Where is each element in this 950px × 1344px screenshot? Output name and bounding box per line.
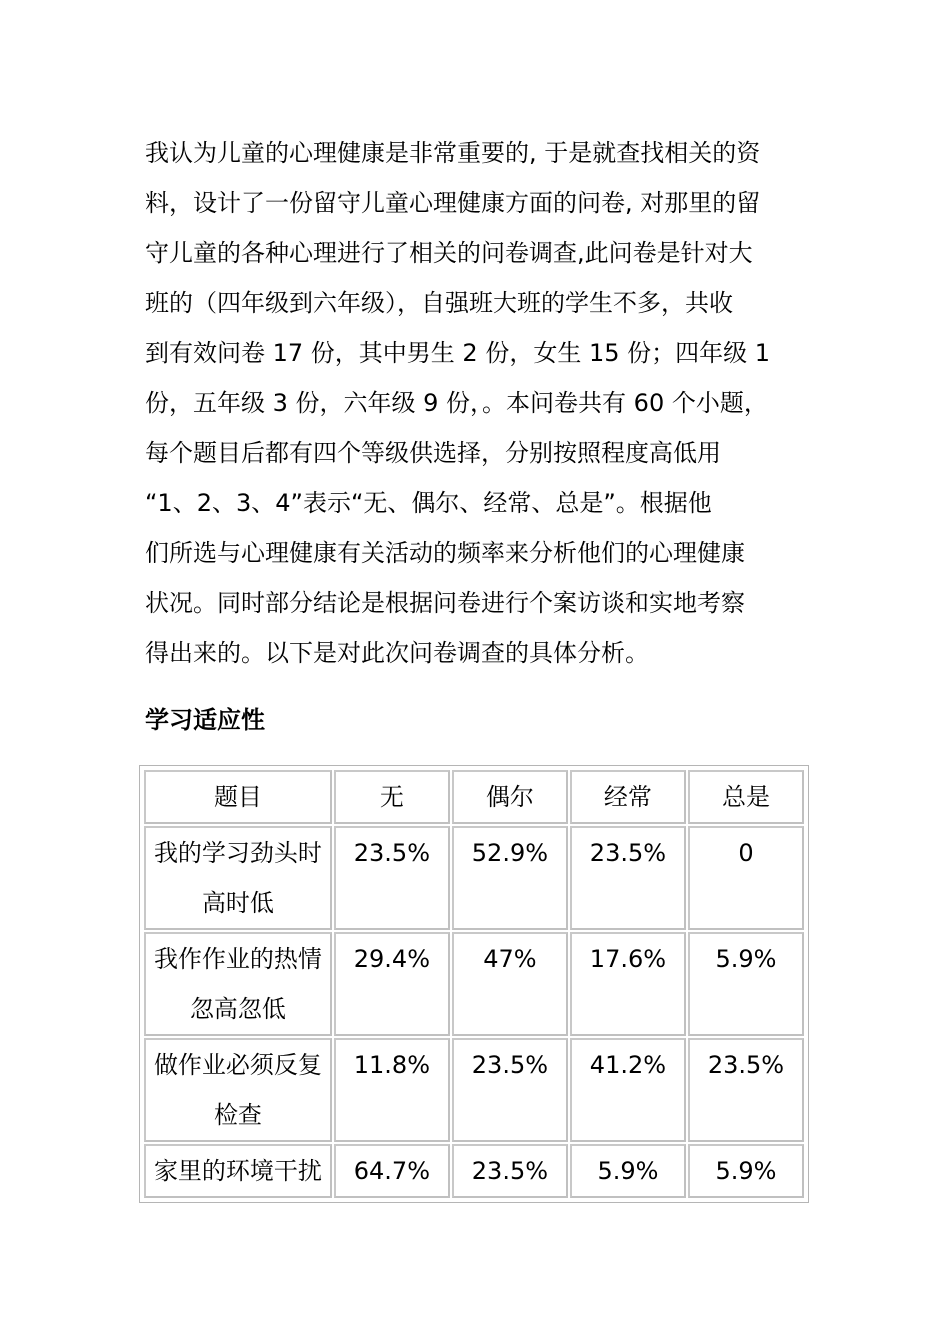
- row-topic-line: 我的学习劲头时: [153, 839, 322, 867]
- header-cell-always: 总是: [688, 770, 804, 824]
- table-row: [144, 1144, 804, 1198]
- value-cell: 52.9%: [452, 826, 568, 930]
- value-cell: 23.5%: [688, 1038, 804, 1142]
- value-cell: 23.5%: [452, 1144, 568, 1198]
- row-topic-line: 我作作业的热情: [153, 945, 322, 973]
- intro-paragraph: [145, 128, 810, 678]
- value-cell: 5.9%: [688, 932, 804, 1036]
- table-row: [144, 826, 804, 930]
- intro-line: 状况。同时部分结论是根据问卷进行个案访谈和实地考察: [145, 589, 745, 617]
- row-topic-line: 家里的环境干扰: [153, 1157, 322, 1185]
- intro-line: 们所选与心理健康有关活动的频率来分析他们的心理健康: [145, 539, 745, 567]
- table-row: [144, 1038, 804, 1142]
- intro-line: 得出来的。以下是对此次问卷调查的具体分析。: [145, 639, 649, 667]
- value-cell: 23.5%: [570, 826, 686, 930]
- table-row: [144, 932, 804, 1036]
- intro-line: 班的（四年级到六年级），自强班大班的学生不多，共收: [145, 289, 733, 317]
- table-header-row: [144, 770, 804, 824]
- survey-table: [142, 768, 806, 1200]
- header-cell-sometimes: 偶尔: [452, 770, 568, 824]
- value-cell: 17.6%: [570, 932, 686, 1036]
- value-cell: 29.4%: [334, 932, 450, 1036]
- value-cell: 5.9%: [570, 1144, 686, 1198]
- value-cell: 41.2%: [570, 1038, 686, 1142]
- header-cell-topic: 题目: [144, 770, 332, 824]
- row-topic-cell: [144, 826, 332, 930]
- value-cell: 64.7%: [334, 1144, 450, 1198]
- header-cell-never: 无: [334, 770, 450, 824]
- intro-line: 份，五年级 3 份，六年级 9 份，。本问卷共有 60 个小题，: [145, 389, 768, 417]
- row-topic-line: 高时低: [201, 889, 274, 917]
- value-cell: 5.9%: [688, 1144, 804, 1198]
- row-topic-line: 检查: [213, 1101, 262, 1129]
- survey-table-frame: [139, 765, 809, 1203]
- row-topic-line: 做作业必须反复: [153, 1051, 322, 1079]
- value-cell: 23.5%: [452, 1038, 568, 1142]
- intro-line: 我认为儿童的心理健康是非常重要的, 于是就查找相关的资: [145, 139, 761, 167]
- intro-line: 料，设计了一份留守儿童心理健康方面的问卷, 对那里的留: [145, 189, 761, 217]
- value-cell: 23.5%: [334, 826, 450, 930]
- value-cell: 11.8%: [334, 1038, 450, 1142]
- intro-line: 守儿童的各种心理进行了相关的问卷调查,此问卷是针对大: [145, 239, 753, 267]
- row-topic-cell: [144, 1038, 332, 1142]
- value-cell: 0: [688, 826, 804, 930]
- row-topic-cell: [144, 1144, 332, 1198]
- intro-line: 到有效问卷 17 份，其中男生 2 份，女生 15 份；四年级 1: [145, 339, 771, 367]
- section-heading: 学习适应性: [145, 706, 265, 734]
- row-topic-cell: [144, 932, 332, 1036]
- intro-line: “1、2、3、4”表示“无、偶尔、经常、总是”。根据他: [145, 489, 712, 517]
- intro-line: 每个题目后都有四个等级供选择，分别按照程度高低用: [145, 439, 721, 467]
- value-cell: 47%: [452, 932, 568, 1036]
- header-cell-often: 经常: [570, 770, 686, 824]
- row-topic-line: 忽高忽低: [189, 995, 286, 1023]
